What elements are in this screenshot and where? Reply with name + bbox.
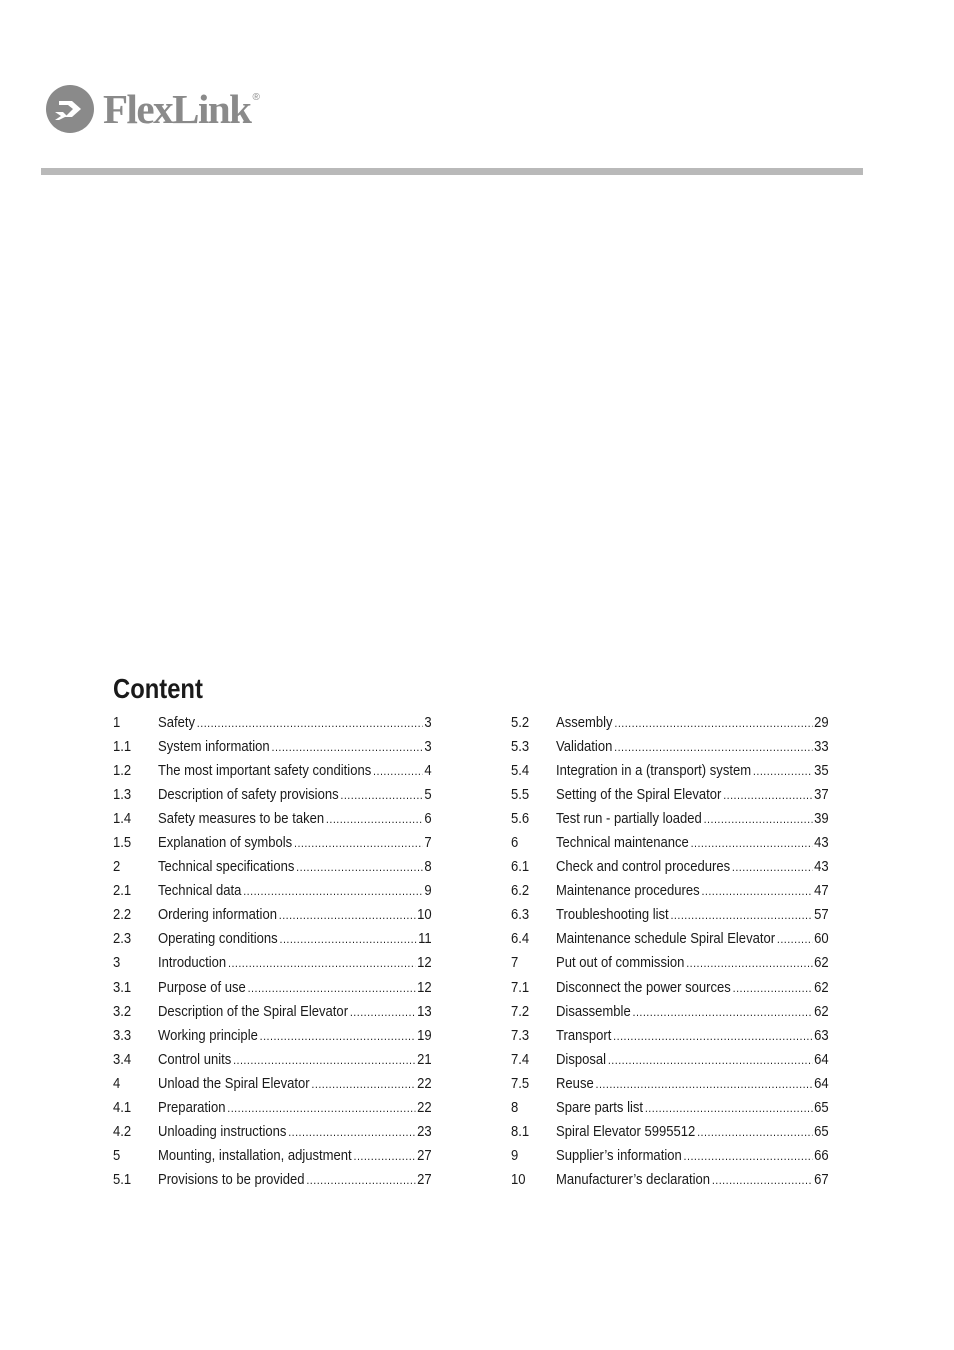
toc-entry-number: 8 [511,1099,519,1116]
toc-entry [511,879,829,903]
toc-entry [113,1024,432,1048]
toc-entry-number: 2 [113,859,121,876]
toc-entry-page: 7 [424,835,432,852]
toc-entry [511,1048,829,1072]
toc-entry-page: 12 [417,955,432,972]
toc-dot-leader [686,951,812,975]
toc-entry-number: 3.1 [113,979,132,996]
toc-entry-page: 3 [424,715,432,731]
toc-dot-leader [288,1120,415,1144]
toc-entry-label: Unloading instructions [158,1123,287,1140]
toc-entry [511,1120,829,1144]
toc-entry-label: Safety [158,715,195,731]
content-title: Content [113,673,203,704]
toc-entry-label: Control units [158,1051,232,1068]
toc-entry-label: Disassemble [556,1003,631,1020]
toc-entry-page: 33 [814,739,829,756]
toc-dot-leader [296,855,422,879]
toc-entry-label: Supplier’s information [556,1147,682,1164]
toc-entry-page: 9 [424,883,432,900]
toc-dot-leader [777,927,812,951]
toc-entry [511,1144,829,1168]
toc-dot-leader [248,976,416,1000]
toc-entry [113,951,432,975]
toc-entry-number: 5.2 [511,715,530,731]
toc-entry [511,1168,829,1192]
toc-dot-leader [243,879,422,903]
toc-entry-page: 62 [814,1003,829,1020]
toc-dot-leader [279,903,416,927]
toc-dot-leader [373,759,423,783]
toc-entry-page: 57 [814,907,829,924]
toc-entry [511,759,829,783]
toc-dot-leader [723,783,812,807]
toc-entry-number: 2.1 [113,883,132,900]
toc-entry-number: 9 [511,1147,519,1164]
toc-entry-label: Ordering information [158,907,277,924]
toc-entry-label: Working principle [158,1027,258,1044]
toc-dot-leader [271,735,422,759]
toc-entry-page: 37 [814,787,829,804]
toc-entry-page: 11 [418,931,432,948]
toc-entry-page: 13 [417,1003,432,1020]
toc-entry-label: Technical specifications [158,859,295,876]
toc-entry-number: 8.1 [511,1123,530,1140]
toc-entry-page: 10 [417,907,432,924]
toc-entry-number: 1.5 [113,835,132,852]
toc-entry [511,1096,829,1120]
toc-entry-number: 7.4 [511,1051,530,1068]
toc-entry-page: 64 [814,1075,829,1092]
toc-entry-label: Spiral Elevator 5995512 [556,1123,696,1140]
toc-entry-page: 19 [417,1027,432,1044]
toc-entry-page: 47 [814,883,829,900]
toc-entry-label: Purpose of use [158,979,246,996]
toc-entry-label: Spare parts list [556,1099,644,1116]
toc-entry-page: 5 [424,787,432,804]
toc-dot-leader [614,711,812,735]
toc-entry-label: The most important safety conditions [158,763,372,780]
toc-entry [511,1024,829,1048]
toc-entry-label: Integration in a (transport) system [556,763,752,780]
toc-entry [511,711,829,735]
toc-entry-label: Explanation of symbols [158,835,293,852]
toc-entry-label: Disconnect the power sources [556,979,731,996]
toc-entry [511,735,829,759]
toc-dot-leader [280,927,417,951]
toc-entry-number: 5 [113,1147,121,1164]
toc-entry-label: Description of the Spiral Elevator [158,1003,349,1020]
toc-entry [511,976,829,1000]
toc-entry [113,1072,432,1096]
logo-wordmark: FlexLink [103,85,251,132]
toc-entry-label: Assembly [556,715,613,731]
toc-entry-label: Description of safety provisions [158,787,339,804]
toc-entry-page: 22 [417,1075,432,1092]
toc-entry-page: 8 [424,859,432,876]
toc-entry [113,1144,432,1168]
toc-entry-page: 22 [417,1099,432,1116]
toc-entry-page: 63 [814,1027,829,1044]
toc-entry [113,711,432,735]
toc-dot-leader [732,855,812,879]
toc-entry-page: 35 [814,763,829,780]
toc-dot-leader [712,1168,813,1192]
toc-entry-page: 6 [424,811,432,828]
toc-entry-page: 39 [814,811,829,828]
toc-entry-page: 43 [814,859,829,876]
toc-entry-page: 62 [814,979,829,996]
toc-dot-leader [645,1096,812,1120]
toc-entry-label: Safety measures to be taken [158,811,325,828]
toc-entry-page: 62 [814,955,829,972]
toc-dot-leader [670,903,812,927]
toc-entry-label: Unload the Spiral Elevator [158,1075,310,1092]
toc-entry-number: 7.5 [511,1075,530,1092]
toc-entry-label: Technical maintenance [556,835,689,852]
toc-entry-number: 4 [113,1075,121,1092]
flexlink-logo-icon [45,84,95,134]
toc-entry-number: 4.1 [113,1099,132,1116]
toc-entry-page: 29 [814,715,829,731]
toc-entry-number: 5.1 [113,1171,132,1188]
toc-entry-page: 65 [814,1099,829,1116]
toc-entry [113,759,432,783]
toc-entry [113,807,432,831]
toc-entry [511,1072,829,1096]
toc-entry-number: 4.2 [113,1123,132,1140]
toc-entry [113,903,432,927]
toc-entry-page: 21 [417,1051,432,1068]
toc-entry [113,735,432,759]
toc-entry-page: 65 [814,1123,829,1140]
toc-dot-leader [228,951,415,975]
toc-entry-number: 6.4 [511,931,530,948]
toc-entry-number: 5.4 [511,763,530,780]
toc-entry [113,1120,432,1144]
toc-entry-label: Preparation [158,1099,226,1116]
toc-dot-leader [353,1144,415,1168]
toc-dot-leader [260,1024,416,1048]
toc-dot-leader [613,1024,812,1048]
toc-entry-label: Troubleshooting list [556,907,669,924]
toc-entry-number: 1.1 [113,739,132,756]
toc-dot-leader [596,1072,813,1096]
toc-entry-number: 6.2 [511,883,530,900]
toc-entry-number: 3.2 [113,1003,132,1020]
toc-entry-number: 2.2 [113,907,132,924]
toc-entry-label: System information [158,739,270,756]
toc-entry-page: 64 [814,1051,829,1068]
toc-entry [113,831,432,855]
toc-entry-number: 6.1 [511,859,530,876]
toc-entry [511,807,829,831]
toc-right-column [511,711,829,1192]
toc-entry-number: 1 [113,715,121,731]
toc-entry-label: Reuse [556,1075,594,1092]
toc-dot-leader [350,1000,416,1024]
toc-entry-number: 1.3 [113,787,132,804]
toc-entry-number: 7.3 [511,1027,530,1044]
toc-dot-leader [633,1000,813,1024]
toc-entry-number: 7.2 [511,1003,530,1020]
toc-entry-number: 3.4 [113,1051,132,1068]
toc-entry-label: Put out of commission [556,955,685,972]
toc-dot-leader [614,735,812,759]
toc-entry-number: 2.3 [113,931,132,948]
toc-entry-number: 7 [511,955,519,972]
toc-dot-leader [197,711,423,735]
toc-dot-leader [608,1048,812,1072]
toc-entry [113,1000,432,1024]
toc-entry-label: Transport [556,1027,612,1044]
toc-entry-label: Operating conditions [158,931,278,948]
toc-dot-leader [306,1168,415,1192]
toc-dot-leader [697,1120,812,1144]
toc-dot-leader [701,879,812,903]
toc-entry-label: Mounting, installation, adjustment [158,1147,352,1164]
toc-left-column [113,711,432,1192]
toc-entry-number: 5.6 [511,811,530,828]
toc-dot-leader [326,807,423,831]
toc-entry-number: 6.3 [511,907,530,924]
toc-dot-leader [753,759,812,783]
toc-entry-page: 27 [417,1147,432,1164]
toc-entry-number: 1.2 [113,763,132,780]
logo-registered-mark: ® [252,92,260,103]
toc-entry-label: Maintenance schedule Spiral Elevator [556,931,776,948]
toc-dot-leader [733,976,813,1000]
toc-entry [511,783,829,807]
toc-entry [113,879,432,903]
toc-entry-label: Manufacturer’s declaration [556,1171,711,1188]
toc-entry-label: Check and control procedures [556,859,731,876]
toc-entry-number: 6 [511,835,519,852]
toc-entry-label: Disposal [556,1051,607,1068]
toc-entry [113,783,432,807]
toc-entry-number: 1.4 [113,811,132,828]
toc-entry-page: 4 [424,763,432,780]
toc-entry-label: Introduction [158,955,227,972]
header-divider [41,168,863,175]
toc-entry [511,951,829,975]
toc-entry [511,927,829,951]
toc-dot-leader [227,1096,415,1120]
toc-entry-page: 43 [814,835,829,852]
toc-entry [113,927,432,951]
toc-entry-label: Maintenance procedures [556,883,700,900]
toc-entry-page: 27 [417,1171,432,1188]
toc-dot-leader [704,807,813,831]
toc-entry-page: 60 [814,931,829,948]
toc-entry-page: 66 [814,1147,829,1164]
toc-entry [113,1048,432,1072]
toc-entry-number: 3 [113,955,121,972]
toc-entry-number: 10 [511,1171,526,1188]
toc-entry [511,903,829,927]
toc-dot-leader [311,1072,415,1096]
toc-entry [113,1096,432,1120]
toc-dot-leader [691,831,813,855]
toc-dot-leader [684,1144,813,1168]
toc-dot-leader [294,831,423,855]
toc-entry-number: 7.1 [511,979,530,996]
toc-entry-page: 12 [417,979,432,996]
toc-entry-label: Validation [556,739,613,756]
toc-entry-page: 23 [417,1123,432,1140]
toc-entry [511,855,829,879]
toc-entry-label: Technical data [158,883,242,900]
toc-entry-label: Test run - partially loaded [556,811,702,828]
toc-entry [113,976,432,1000]
toc-entry-label: Provisions to be provided [158,1171,305,1188]
toc-entry-label: Setting of the Spiral Elevator [556,787,722,804]
toc-entry [113,855,432,879]
toc-entry-page: 3 [424,739,432,756]
toc-entry-page: 67 [814,1171,829,1188]
toc-dot-leader [340,783,422,807]
toc-entry-number: 3.3 [113,1027,132,1044]
toc-entry-number: 5.5 [511,787,530,804]
toc-entry-number: 5.3 [511,739,530,756]
toc-dot-leader [233,1048,415,1072]
toc-entry [511,831,829,855]
toc-entry [113,1168,432,1192]
toc-entry [511,1000,829,1024]
flexlink-logo [45,84,260,134]
